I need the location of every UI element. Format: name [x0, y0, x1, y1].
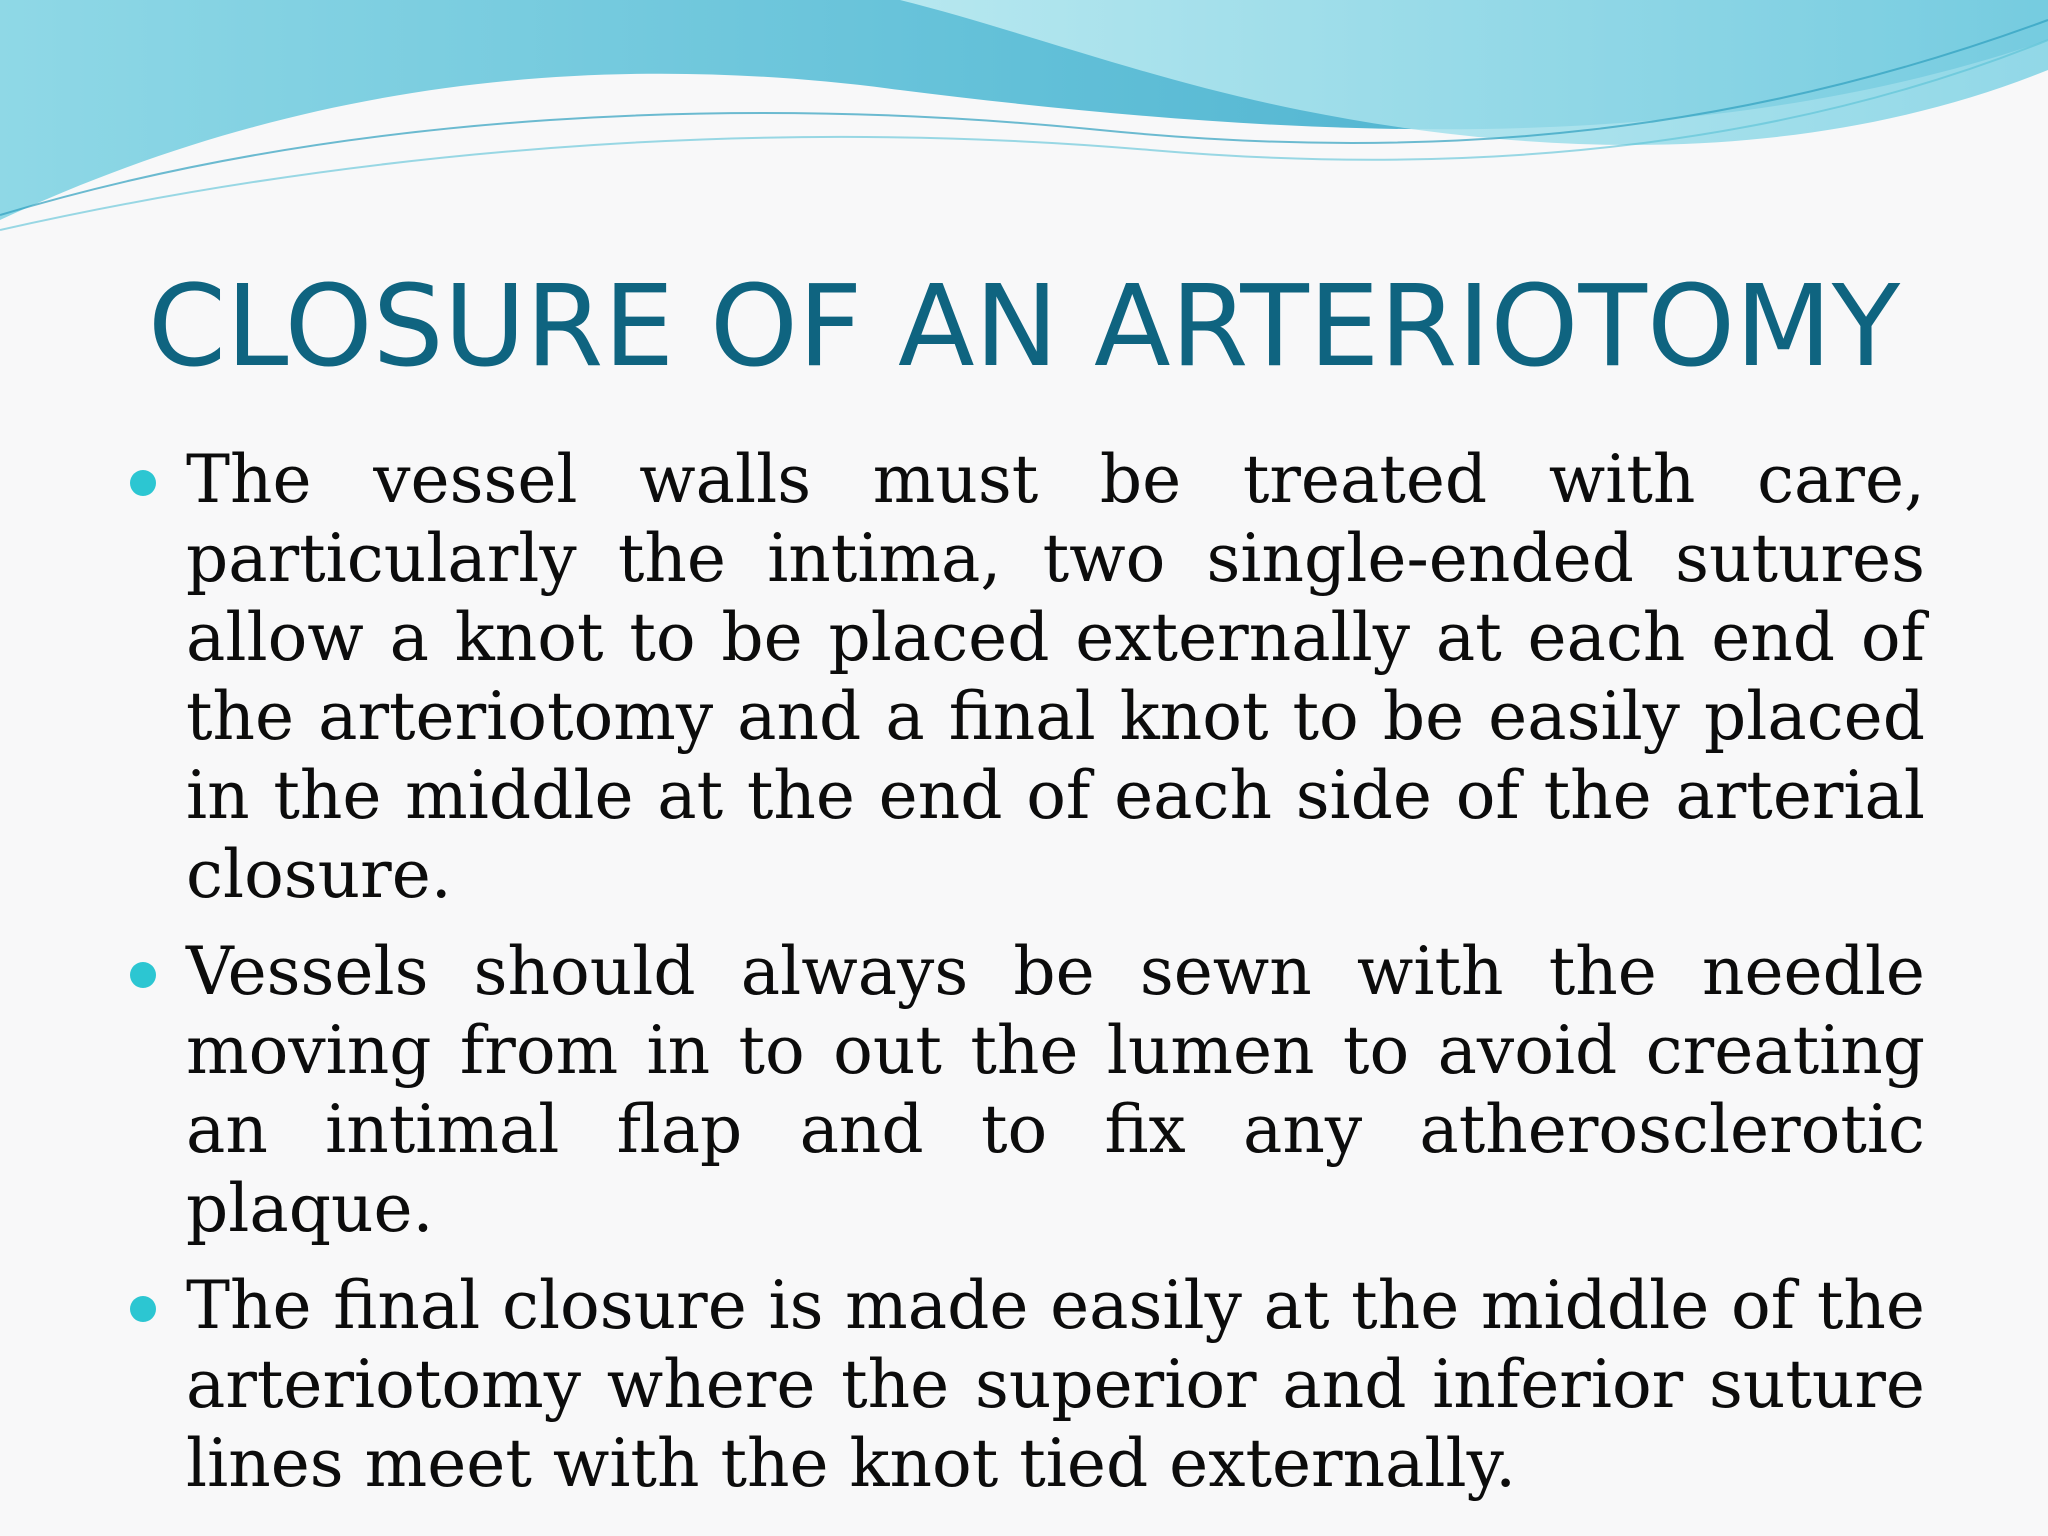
slide-title: CLOSURE OF AN ARTERIOTOMY — [147, 262, 1901, 392]
bullet-dot-icon — [130, 962, 156, 988]
bullet-item — [130, 932, 1925, 1248]
bullet-dot-icon — [130, 470, 156, 496]
bullet-text: The final closure is made easily at the middle of the arteriotomy where the superior and inferior suture lines meet with the knot tied externally. — [186, 1267, 1925, 1502]
bullet-dot-icon — [130, 1296, 156, 1322]
bullet-text: The vessel walls must be treated with care, particularly the intima, two single-ended sutures allow a knot to be placed externally at each end of the arteriotomy and a final knot to be easily placed in the middle at the end of each side of the arterial closure. — [186, 441, 1925, 913]
bullet-item — [130, 440, 1925, 914]
bullet-list — [130, 440, 1925, 1521]
bullet-text: Vessels should always be sewn with the needle moving from in to out the lumen to avoid creating an intimal flap and to fix any atherosclerotic plaque. — [186, 933, 1925, 1247]
decorative-wave-header — [0, 0, 2048, 260]
bullet-item — [130, 1266, 1925, 1503]
